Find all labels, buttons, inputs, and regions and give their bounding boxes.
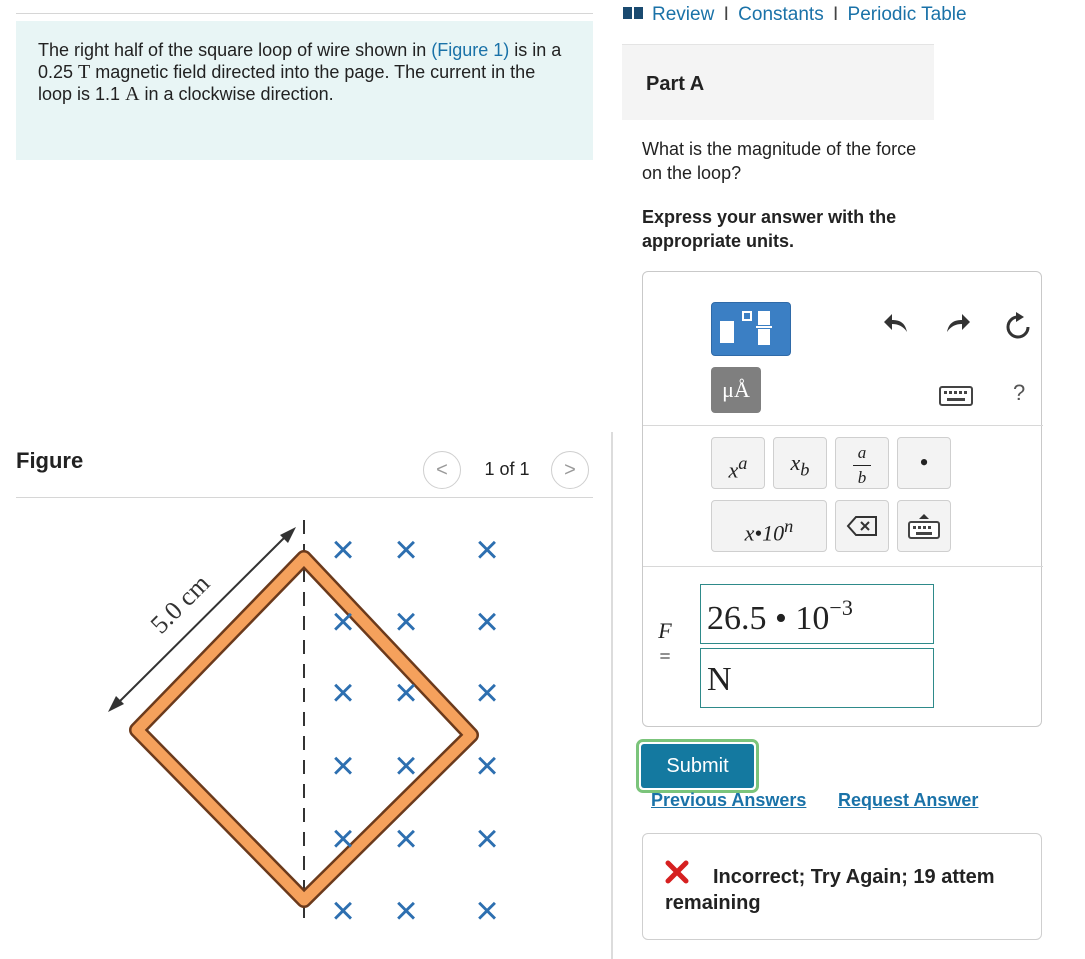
key-sci-exp: n — [784, 516, 794, 536]
answer-editor — [642, 271, 1042, 727]
keyboard-icon[interactable] — [939, 386, 973, 406]
unit-input[interactable]: N — [700, 648, 934, 708]
problem-text-4: in a clockwise direction. — [139, 84, 334, 104]
current-unit: A — [125, 83, 140, 105]
value-mantissa: 26.5 • 10 — [707, 600, 830, 637]
redo-icon[interactable] — [945, 312, 971, 334]
instruction-text: Express your answer with the appropriate units. — [642, 207, 897, 251]
review-link[interactable]: Review — [652, 4, 715, 25]
dimension-label: 5.0 cm — [144, 568, 216, 640]
field-x: × — [394, 744, 418, 788]
book-icon — [622, 5, 644, 21]
keyboard-toggle-key[interactable] — [897, 500, 951, 552]
field-x: × — [394, 817, 418, 861]
key-numerator: a — [857, 443, 867, 462]
key-exp: a — [738, 453, 748, 473]
periodic-table-link[interactable]: Periodic Table — [847, 4, 967, 25]
feedback-line-1: Incorrect; Try Again; 19 attem — [713, 866, 995, 888]
problem-text-3: magnetic field directed into the page. The current in the loop is 1.1 — [38, 62, 536, 104]
key-denominator: b — [857, 468, 867, 487]
field-x: × — [331, 744, 355, 788]
figure-next-button[interactable]: > — [551, 451, 589, 489]
problem-text-1: The right half of the square loop of wire shown in — [38, 40, 432, 60]
undo-icon[interactable] — [883, 312, 909, 334]
field-x: × — [475, 744, 499, 788]
field-x: × — [394, 671, 418, 715]
template-bottom-icon — [758, 329, 770, 345]
scientific-notation-key[interactable] — [711, 500, 827, 552]
request-answer-link[interactable]: Request Answer — [838, 790, 979, 810]
loop-figure — [16, 500, 593, 959]
field-x: × — [475, 889, 499, 933]
pane-splitter[interactable] — [611, 432, 613, 959]
field-x: × — [331, 528, 355, 572]
keypad-divider — [643, 566, 1043, 567]
feedback-line-2: remaining — [665, 892, 761, 914]
backspace-key[interactable] — [835, 500, 889, 552]
help-icon[interactable]: ? — [1013, 380, 1026, 405]
superscript-key[interactable] — [711, 437, 765, 489]
field-x: × — [475, 600, 499, 644]
figure-heading: Figure — [16, 448, 84, 473]
field-x: × — [331, 671, 355, 715]
key-base: x — [790, 450, 801, 475]
answer-variable — [653, 618, 677, 670]
field-unit: T — [78, 61, 91, 83]
templates-button[interactable] — [711, 302, 791, 356]
feedback-box — [642, 833, 1042, 940]
template-block-icon — [720, 321, 734, 343]
figure-prev-button[interactable]: < — [423, 451, 461, 489]
reset-icon[interactable] — [1005, 312, 1031, 340]
key-base: x — [728, 457, 739, 483]
template-bar-icon — [756, 326, 772, 328]
problem-text-2: is in a 0.25 — [38, 40, 562, 82]
units-button[interactable]: μÅ — [711, 367, 761, 413]
keyboard-toggle-icon — [908, 513, 940, 539]
variable-name: F — [658, 618, 672, 643]
field-x: × — [394, 600, 418, 644]
value-input[interactable] — [700, 584, 934, 644]
template-top-icon — [758, 311, 770, 325]
figure-divider — [16, 497, 593, 498]
figure-counter: 1 of 1 — [484, 459, 530, 479]
previous-answers-link[interactable]: Previous Answers — [651, 790, 807, 810]
field-x: × — [331, 889, 355, 933]
field-x: × — [475, 671, 499, 715]
key-index: b — [800, 459, 810, 480]
key-sci: x•10 — [744, 520, 785, 546]
problem-statement — [16, 21, 593, 160]
subscript-key[interactable] — [773, 437, 827, 489]
field-x: × — [394, 889, 418, 933]
equals-sign: = — [659, 646, 671, 668]
multiply-dot-key[interactable]: • — [897, 437, 951, 489]
field-x: × — [331, 817, 355, 861]
link-separator: I — [832, 4, 839, 25]
constants-link[interactable]: Constants — [738, 4, 824, 25]
figure-link[interactable]: (Figure 1) — [431, 40, 510, 60]
field-x: × — [475, 528, 499, 572]
submit-button[interactable]: Submit — [641, 744, 754, 788]
backspace-icon — [847, 516, 877, 536]
value-exponent: −3 — [829, 595, 853, 620]
field-x: × — [475, 817, 499, 861]
link-separator: I — [723, 4, 729, 25]
submit-focus-ring — [636, 739, 759, 793]
feedback-text — [665, 864, 1085, 916]
resource-links — [622, 4, 967, 26]
part-title[interactable]: Part A — [622, 44, 934, 120]
question-text: What is the magnitude of the force on the loop? — [642, 139, 917, 183]
template-box-icon — [742, 311, 752, 321]
field-x: × — [331, 600, 355, 644]
toolbar-divider — [643, 425, 1043, 426]
dimension-line — [116, 534, 288, 705]
top-divider — [16, 13, 593, 14]
fraction-key[interactable] — [835, 437, 889, 489]
field-x: × — [394, 528, 418, 572]
